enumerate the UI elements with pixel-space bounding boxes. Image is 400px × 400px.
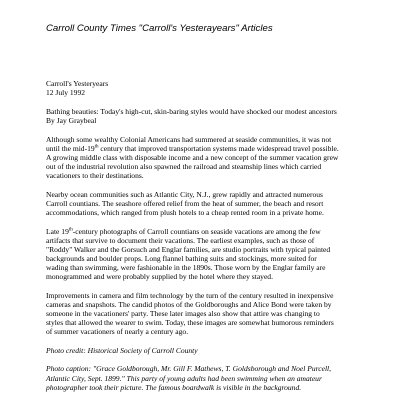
line-text: century that improved transportation systems made widespread travel possible. [98, 143, 339, 153]
line-text: artifacts that survive to document their vacations. The earliest examples, such as those of [46, 235, 315, 245]
series-title: Carroll County Times "Carroll's Yesterayears" Articles [46, 23, 273, 34]
paragraph-line [46, 263, 376, 272]
line-text: backgrounds and boulder props. Long flannel bathing suits and stockings, more suited for [46, 253, 317, 263]
paragraph-line [46, 245, 376, 254]
paragraph-line [46, 254, 376, 263]
paragraph-line [46, 135, 376, 144]
line-text: -century photographs of Carroll countians on seaside vacations are among the few [72, 226, 321, 236]
line-text: Although some wealthy Colonial Americans had summered at seaside communities, it was not [46, 134, 332, 144]
paragraph-line [46, 309, 376, 318]
line-text: vacationers to their destinations. [46, 170, 144, 180]
headline: Bathing beauties: Today's high-cut, skin-baring styles would have shocked our modest ancestors [46, 106, 337, 116]
line-text: cameras and snapshots. The candid photos of the Goldboroughs and Alice Bond were taken by [46, 299, 332, 309]
paragraph-line [46, 236, 376, 245]
line-text: Carroll countians. The seashore offered relief from the heat of summer, the beach and resort [46, 198, 324, 208]
line-text: styles that allowed the wearer to swim. Today, these images are somewhat humorous reminders [46, 317, 334, 327]
paragraph [46, 135, 376, 180]
paragraph-line [46, 208, 376, 217]
article-date: 12 July 1992 [46, 88, 85, 98]
line-text: "Roddy" Walker and the Gorsuch and Englar families, are studio portraits with typical painted [46, 244, 331, 254]
photo-credit: Photo credit: Historical Society of Carroll County [46, 345, 198, 355]
paragraph-line [46, 272, 376, 281]
superscript: th [94, 144, 99, 150]
line-text: Late 19 [46, 226, 69, 236]
paragraph-line [46, 227, 376, 236]
paragraph-line [46, 162, 376, 171]
caption-line [46, 364, 376, 373]
paragraph [46, 291, 376, 336]
photo-caption [46, 364, 376, 391]
column-name: Carroll's Yesteryears [46, 79, 109, 88]
paragraph-line [46, 327, 376, 336]
superscript: th [68, 226, 73, 232]
line-text: someone in the vacationers' party. These later images also show that attire was changing to [46, 308, 320, 318]
byline: By Jay Graybeal [46, 115, 97, 125]
paragraph-line [46, 144, 376, 153]
article-heading [46, 107, 376, 125]
paragraph-line [46, 199, 376, 208]
caption-line [46, 374, 376, 383]
line-text: Improvements in camera and film technology by the turn of the century resulted in inexpensive [46, 290, 334, 300]
paragraph [46, 190, 376, 217]
article-paragraphs [46, 135, 376, 337]
line-text: accommodations, which ranged from plush hotels to a cheap rented room in a private home. [46, 207, 324, 217]
paragraph-line [46, 190, 376, 199]
line-text: monogrammed and were probably supplied by the hotel where they stayed. [46, 271, 273, 281]
line-text: of summer vacationers of nearly a century ago. [46, 327, 189, 337]
line-text: Atlantic City, Sept. 1899." This party of young adults had been swimming when an amateur [46, 373, 322, 383]
line-text: Nearby ocean communities such as Atlantic City, N.J., grew rapidly and attracted numerous [46, 189, 323, 199]
line-text: Photo caption: "Grace Goldborough, Mr. Gill F. Mathews, T. Goldsborough and Noel Purcell, [46, 364, 332, 374]
line-text: out of the industrial revolution also spawned the railroad and steamship lines which carried [46, 161, 322, 171]
line-text: A growing middle class with disposable income and a new concept of the summer vacation grew [46, 152, 339, 162]
paragraph-line [46, 171, 376, 180]
paragraph-line [46, 153, 376, 162]
article-body [46, 79, 376, 400]
article-meta [46, 79, 376, 97]
line-text: wading than swimming, were fashionable in the 1890s. Those worn by the Englar family are [46, 262, 326, 272]
line-text: until the mid-19 [46, 143, 95, 153]
paragraph-line [46, 300, 376, 309]
paragraph-line [46, 291, 376, 300]
line-text: photographer took their picture. The famous boardwalk is visible in the background. [46, 382, 302, 392]
paragraph-line [46, 318, 376, 327]
paragraph [46, 227, 376, 282]
caption-line [46, 383, 376, 392]
